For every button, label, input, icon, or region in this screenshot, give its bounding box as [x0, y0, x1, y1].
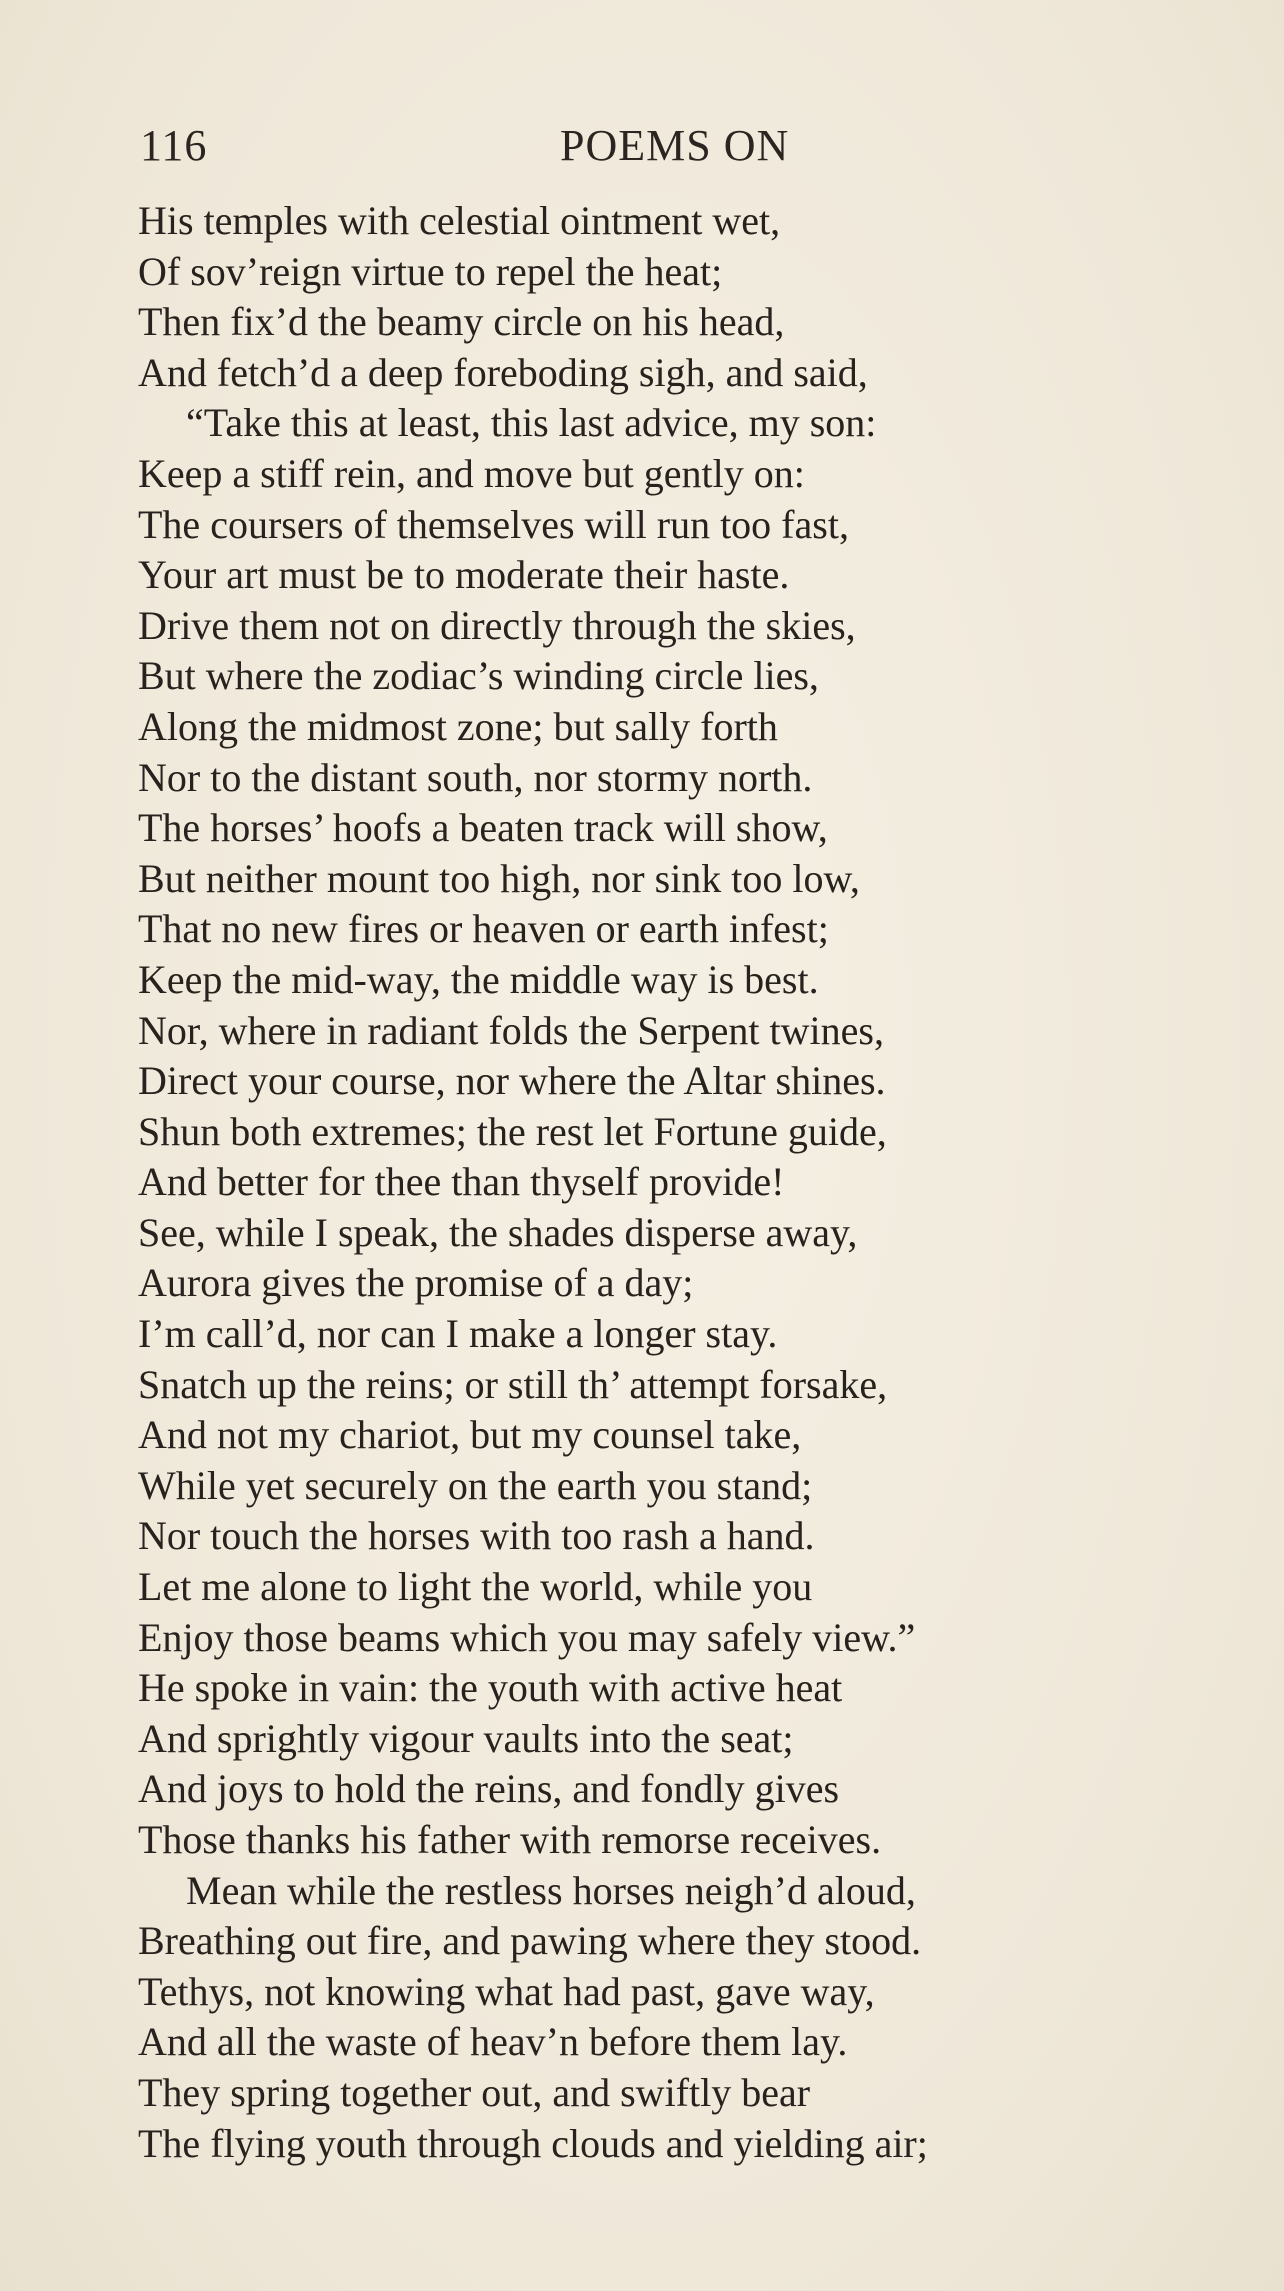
verse-line: Shun both extremes; the rest let Fortune guide, [138, 1108, 887, 1154]
verse-line: Of sov’reign virtue to repel the heat; [138, 248, 723, 294]
page-number: 116 [140, 121, 208, 170]
verse-line: See, while I speak, the shades disperse away, [138, 1209, 858, 1255]
verse-line: Along the midmost zone; but sally forth [138, 703, 778, 749]
verse-line: And sprightly vigour vaults into the seat; [138, 1715, 794, 1761]
running-head: POEMS ON [560, 121, 790, 170]
verse-line: The flying youth through clouds and yielding air; [138, 2120, 928, 2166]
verse-line: Keep a stiff rein, and move but gently on: [138, 450, 805, 496]
verse-line: And all the waste of heav’n before them lay. [138, 2019, 848, 2065]
verse-line: Direct your course, nor where the Altar shines. [138, 1058, 886, 1104]
verse-line: That no new fires or heaven or earth infest; [138, 906, 829, 952]
verse-line: Keep the mid-way, the middle way is best. [138, 956, 819, 1002]
page-header [140, 120, 1140, 190]
verse-line: And fetch’d a deep foreboding sigh, and said, [138, 349, 868, 395]
verse-line: The horses’ hoofs a beaten track will show, [138, 805, 828, 851]
verse-line: And better for thee than thyself provide! [138, 1159, 785, 1205]
verse-line: Enjoy those beams which you may safely view.” [138, 1614, 916, 1660]
verse-line: The coursers of themselves will run too fast, [138, 501, 849, 547]
verse-line: I’m call’d, nor can I make a longer stay. [138, 1311, 778, 1357]
verse-line: Then fix’d the beamy circle on his head, [138, 299, 785, 345]
verse-line: Breathing out fire, and pawing where they stood. [138, 1918, 922, 1964]
verse-line: “Take this at least, this last advice, my son: [186, 400, 877, 446]
verse-line: Nor, where in radiant folds the Serpent twines, [138, 1007, 884, 1053]
verse-line: Nor to the distant south, nor stormy north. [138, 754, 813, 800]
verse-line: Tethys, not knowing what had past, gave way, [138, 1968, 875, 2014]
verse-line: While yet securely on the earth you stand; [138, 1462, 813, 1508]
poem-text [138, 196, 1158, 2169]
verse-line: He spoke in vain: the youth with active heat [138, 1665, 843, 1711]
verse-line: Nor touch the horses with too rash a hand. [138, 1513, 815, 1559]
verse-line: Mean while the restless horses neigh’d aloud, [186, 1867, 916, 1913]
verse-line: Let me alone to light the world, while you [138, 1564, 813, 1610]
verse-line: Your art must be to moderate their haste. [138, 552, 790, 598]
verse-line: Drive them not on directly through the skies, [138, 602, 856, 648]
verse-line: His temples with celestial ointment wet, [138, 198, 781, 243]
verse-line: But where the zodiac’s winding circle lies, [138, 653, 819, 699]
verse-line: Aurora gives the promise of a day; [138, 1260, 694, 1306]
verse-line: But neither mount too high, nor sink too low, [138, 855, 860, 901]
verse-line: Those thanks his father with remorse receives. [138, 1817, 882, 1862]
verse-line: Snatch up the reins; or still th’ attempt forsake, [138, 1361, 888, 1407]
verse-line: And joys to hold the reins, and fondly gives [138, 1766, 840, 1812]
verse-line: And not my chariot, but my counsel take, [138, 1412, 802, 1458]
verse-line: They spring together out, and swiftly bear [138, 2069, 811, 2115]
